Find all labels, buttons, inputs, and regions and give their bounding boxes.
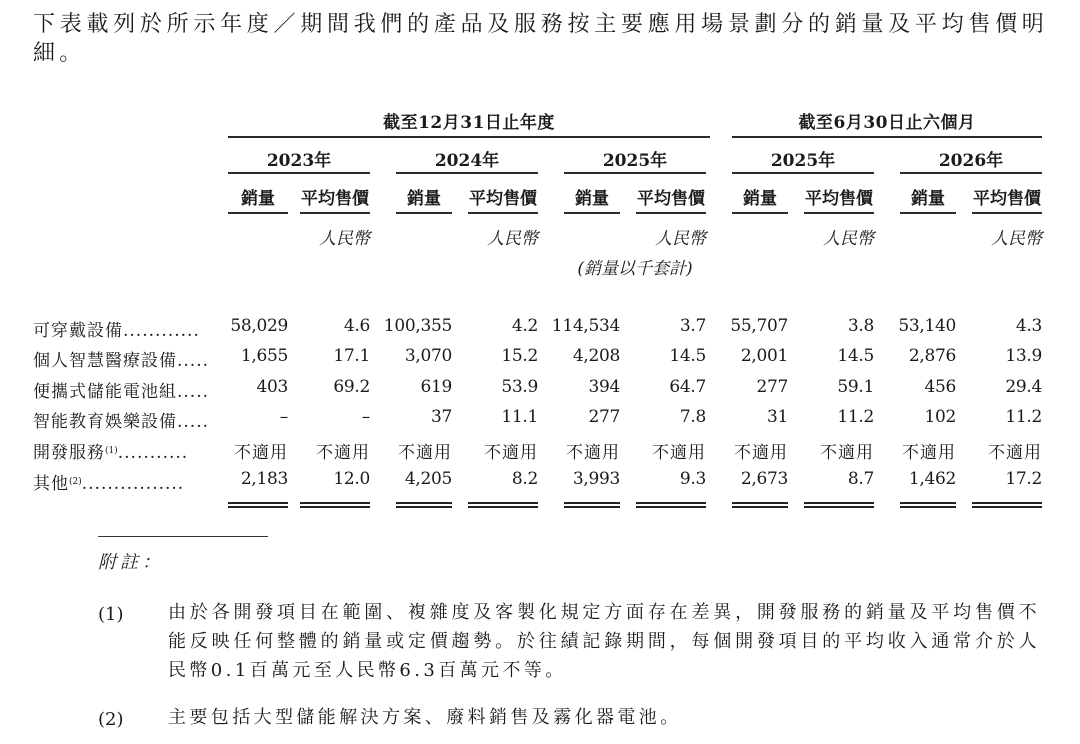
group-rule-interim [732, 136, 1042, 138]
leader-dots: ..... [177, 382, 210, 402]
column-header-rule [804, 212, 874, 214]
table-cell: 17.1 [333, 346, 370, 366]
table-cell: 3,070 [404, 346, 452, 366]
group-header-interim: 截至6月30日止六個月 [798, 113, 976, 133]
note-number: (1) [98, 604, 124, 625]
table-cell: 14.5 [669, 346, 706, 366]
year-header: 2026年 [938, 151, 1004, 171]
table-cell: 277 [588, 407, 620, 427]
table-cell: 14.5 [837, 346, 874, 366]
table-cell: 58,029 [230, 316, 288, 336]
table-cell: 59.1 [837, 377, 874, 397]
table-cell: 不適用 [484, 443, 538, 463]
table-cell: 37 [430, 407, 452, 427]
table-cell: 403 [256, 377, 288, 397]
note-number: (2) [98, 709, 124, 730]
row-label [33, 346, 209, 371]
leader-dots: ..... [177, 412, 210, 432]
year-rule [564, 172, 706, 174]
year-rule [900, 172, 1042, 174]
column-header-volume: 銷量 [911, 189, 945, 209]
year-header: 2023年 [266, 151, 332, 171]
column-header-volume: 銷量 [575, 189, 609, 209]
table-cell: 394 [588, 377, 620, 397]
row-label [33, 316, 200, 341]
column-header-price: 平均售價 [637, 189, 705, 209]
leader-dots: ..... [177, 351, 210, 371]
table-cell: 不適用 [988, 443, 1042, 463]
table-cell: 11.2 [837, 407, 874, 427]
note-text: 主要包括大型儲能解決方案、廢料銷售及霧化器電池。 [168, 707, 682, 728]
table-cell: 11.2 [1005, 407, 1042, 427]
table-cell: – [361, 407, 370, 427]
row-label-text: 智能教育娛樂設備 [33, 412, 177, 432]
table-cell: 456 [924, 377, 956, 397]
table-cell: 2,183 [240, 469, 288, 489]
footnote-ref: (2) [69, 477, 82, 487]
year-header: 2024年 [434, 151, 500, 171]
table-cell: 不適用 [566, 443, 620, 463]
table-cell: 2,673 [740, 469, 788, 489]
table-cell: 不適用 [398, 443, 452, 463]
table-cell: 69.2 [333, 377, 370, 397]
column-header-rule [564, 212, 620, 214]
row-label [33, 438, 188, 463]
table-cell: 不適用 [234, 443, 288, 463]
table-cell: 102 [924, 407, 956, 427]
table-cell: 8.7 [847, 469, 874, 489]
column-header-rule [468, 212, 538, 214]
column-header-rule [228, 212, 288, 214]
year-rule [396, 172, 538, 174]
row-label-text: 其他 [33, 474, 69, 494]
column-header-price: 平均售價 [469, 189, 537, 209]
table-cell: 55,707 [730, 316, 788, 336]
table-cell: 不適用 [820, 443, 874, 463]
leader-dots: ................ [81, 474, 185, 494]
column-header-price: 平均售價 [973, 189, 1041, 209]
unit-label: 人民幣 [319, 229, 370, 249]
table-cell: 8.2 [511, 469, 538, 489]
double-underline [396, 502, 452, 508]
table-cell: 1,462 [908, 469, 956, 489]
row-label-text: 個人智慧醫療設備 [33, 351, 177, 371]
table-cell: 11.1 [501, 407, 538, 427]
column-header-rule [900, 212, 956, 214]
table-cell: 不適用 [652, 443, 706, 463]
table-cell: 4,208 [572, 346, 620, 366]
table-cell: 4.3 [1015, 316, 1042, 336]
double-underline [804, 502, 874, 508]
table-cell: 4.6 [343, 316, 370, 336]
column-header-volume: 銷量 [407, 189, 441, 209]
note-text: 由於各開發項目在範圍、複雜度及客製化規定方面存在差異，開發服務的銷量及平均售價不能反映任何整體的銷量或定價趨勢。於往績記錄期間，每個開發項目的平均收入通常介於人民幣0.1百萬元至人民幣6.3百萬元不等。 [168, 602, 1040, 681]
column-header-rule [732, 212, 788, 214]
column-header-rule [972, 212, 1042, 214]
double-underline [228, 502, 288, 508]
table-cell: 277 [756, 377, 788, 397]
table-cell: 3,993 [572, 469, 620, 489]
unit-label: 人民幣 [991, 229, 1042, 249]
table-cell: 31 [766, 407, 788, 427]
leader-dots: ........... [117, 443, 189, 463]
table-cell: 3.7 [679, 316, 706, 336]
year-header: 2025年 [602, 151, 668, 171]
table-cell: 4,205 [404, 469, 452, 489]
table-cell: 114,534 [551, 316, 620, 336]
group-header-annual: 截至12月31日止年度 [383, 113, 555, 133]
column-header-volume: 銷量 [241, 189, 275, 209]
unit-label: 人民幣 [655, 229, 706, 249]
table-cell: 1,655 [240, 346, 288, 366]
table-cell: 3.8 [847, 316, 874, 336]
double-underline [300, 502, 370, 508]
row-label-text: 開發服務 [33, 443, 105, 463]
row-label [33, 469, 184, 494]
table-cell: 4.2 [511, 316, 538, 336]
table-cell: 13.9 [1005, 346, 1042, 366]
table-cell: – [279, 407, 288, 427]
double-underline [972, 502, 1042, 508]
table-cell: 17.2 [1005, 469, 1042, 489]
volume-unit-note: (銷量以千套計) [577, 259, 693, 279]
notes-title: 附註： [98, 552, 164, 573]
column-header-volume: 銷量 [743, 189, 777, 209]
table-cell: 不適用 [734, 443, 788, 463]
unit-label: 人民幣 [487, 229, 538, 249]
footnote-ref: (1) [105, 446, 118, 456]
double-underline [636, 502, 706, 508]
table-cell: 12.0 [333, 469, 370, 489]
table-cell: 15.2 [501, 346, 538, 366]
leader-dots: ............ [123, 321, 200, 341]
year-rule [732, 172, 874, 174]
group-rule-annual [228, 136, 710, 138]
row-label-text: 可穿戴設備 [33, 321, 123, 341]
row-label [33, 377, 209, 402]
table-cell: 29.4 [1005, 377, 1042, 397]
double-underline [900, 502, 956, 508]
table-cell: 不適用 [902, 443, 956, 463]
table-cell: 619 [420, 377, 452, 397]
double-underline [732, 502, 788, 508]
table-cell: 9.3 [679, 469, 706, 489]
column-header-price: 平均售價 [805, 189, 873, 209]
table-cell: 7.8 [679, 407, 706, 427]
table-cell: 2,001 [740, 346, 788, 366]
column-header-rule [636, 212, 706, 214]
table-cell: 100,355 [383, 316, 452, 336]
footnote-separator [98, 536, 268, 537]
column-header-rule [396, 212, 452, 214]
double-underline [468, 502, 538, 508]
table-cell: 2,876 [908, 346, 956, 366]
table-cell: 53.9 [501, 377, 538, 397]
intro-paragraph: 下表載列於所示年度／期間我們的產品及服務按主要應用場景劃分的銷量及平均售價明細。 [33, 12, 1048, 66]
column-header-price: 平均售價 [301, 189, 369, 209]
double-underline [564, 502, 620, 508]
column-header-rule [300, 212, 370, 214]
year-header: 2025年 [770, 151, 836, 171]
year-rule [228, 172, 370, 174]
row-label-text: 便攜式儲能電池組 [33, 382, 177, 402]
unit-label: 人民幣 [823, 229, 874, 249]
row-label [33, 407, 209, 432]
table-cell: 64.7 [669, 377, 706, 397]
table-cell: 53,140 [898, 316, 956, 336]
table-cell: 不適用 [316, 443, 370, 463]
